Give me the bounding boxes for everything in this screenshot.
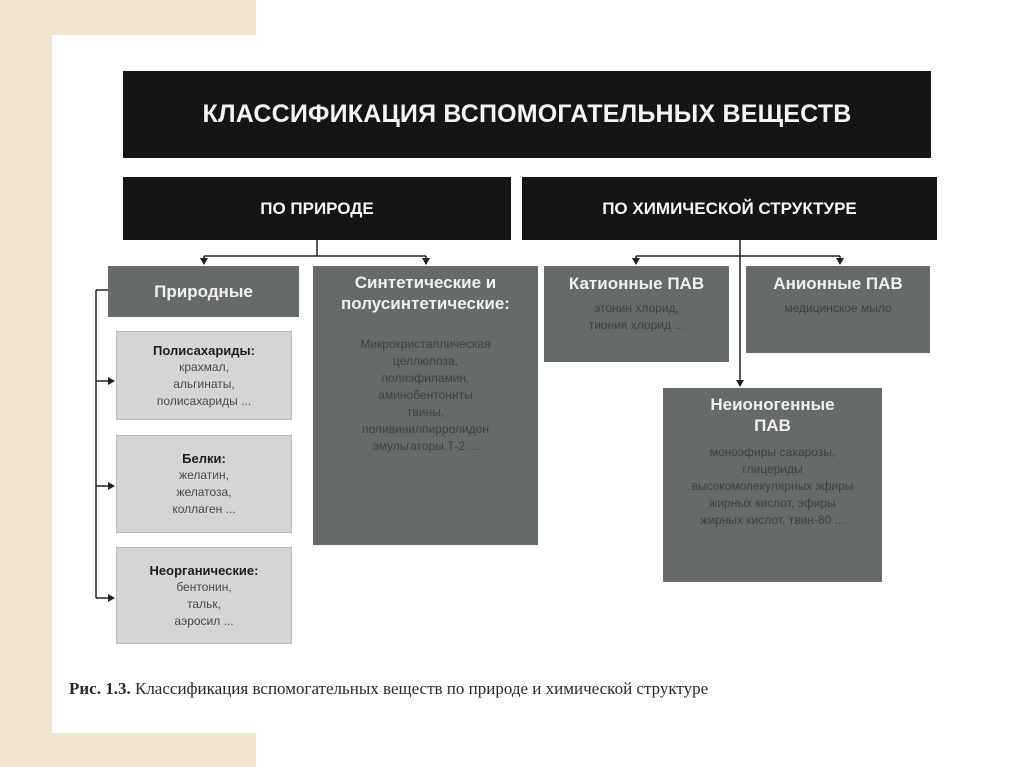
nonionic-item: моноэфиры сахарозы, <box>709 445 836 459</box>
cationic-label: Катионные ПАВ <box>568 274 705 293</box>
synthetic-label-line2: полусинтетические: <box>341 294 510 313</box>
synthetic-item: твины, <box>406 405 445 419</box>
cationic-surfactants <box>544 266 729 362</box>
proteins-group <box>116 435 292 533</box>
synthetic-item: Микрокристаллическая <box>360 337 491 351</box>
synthetic-item: аминобентониты <box>378 388 473 402</box>
cationic-item: этонин хлорид, <box>594 301 679 315</box>
group-title: Белки: <box>182 451 226 466</box>
synthetic-item: полиэфиламин, <box>381 371 470 385</box>
nonionic-label-line1: Неионогенные <box>710 395 835 414</box>
cationic-item: тиония хлорид ... <box>588 318 685 332</box>
group-item: полисахариды ... <box>156 393 252 408</box>
nonionic-item: высокомолекулярных эфиры <box>691 479 854 493</box>
diagram-title: КЛАССИФИКАЦИЯ ВСПОМОГАТЕЛЬНЫХ ВЕЩЕСТВ <box>123 71 931 158</box>
synthetic-item: поливинилпирролидон <box>362 422 489 436</box>
group-item: желатоза, <box>176 485 232 499</box>
group-title: Полисахариды: <box>153 342 255 358</box>
nonionic-label-line2: ПАВ <box>754 416 791 435</box>
inorganic-group <box>116 547 292 644</box>
nonionic-item: глицериды <box>742 462 803 476</box>
figure-caption <box>69 679 708 699</box>
group-item: желатин, <box>179 468 229 482</box>
group-item: тальк, <box>187 596 221 611</box>
caption-prefix: Рис. 1.3. <box>69 679 131 698</box>
anionic-label: Анионные ПАВ <box>773 274 903 293</box>
group-item: крахмал, <box>179 359 229 374</box>
nonionic-surfactants <box>663 388 882 582</box>
synthetic-item: целлюлоза, <box>393 354 458 368</box>
nonionic-item: жирных кислот, эфиры <box>709 496 836 510</box>
nonionic-item: жирных кислот, твин-80 ... <box>700 513 845 527</box>
branch-by-nature: ПО ПРИРОДЕ <box>123 177 511 240</box>
natural-category <box>108 266 299 317</box>
polysaccharides-group <box>116 331 292 420</box>
synthetic-category <box>313 266 538 545</box>
natural-label: Природные <box>154 282 253 301</box>
group-item: коллаген ... <box>172 502 236 516</box>
synthetic-label-line1: Синтетические и <box>354 273 497 292</box>
synthetic-item: эмульгаторы Т-2 ... <box>372 439 479 453</box>
group-item: бентонин, <box>176 579 232 594</box>
group-title: Неорганические: <box>149 562 259 578</box>
anionic-item: медицинское мыло <box>784 301 892 315</box>
group-item: альгинаты, <box>173 376 235 391</box>
anionic-surfactants <box>746 266 930 353</box>
caption-text: Классификация вспомогательных веществ по природе и химической структуре <box>130 679 709 698</box>
group-item: аэросил ... <box>174 613 234 628</box>
branch-by-structure: ПО ХИМИЧЕСКОЙ СТРУКТУРЕ <box>522 177 937 240</box>
